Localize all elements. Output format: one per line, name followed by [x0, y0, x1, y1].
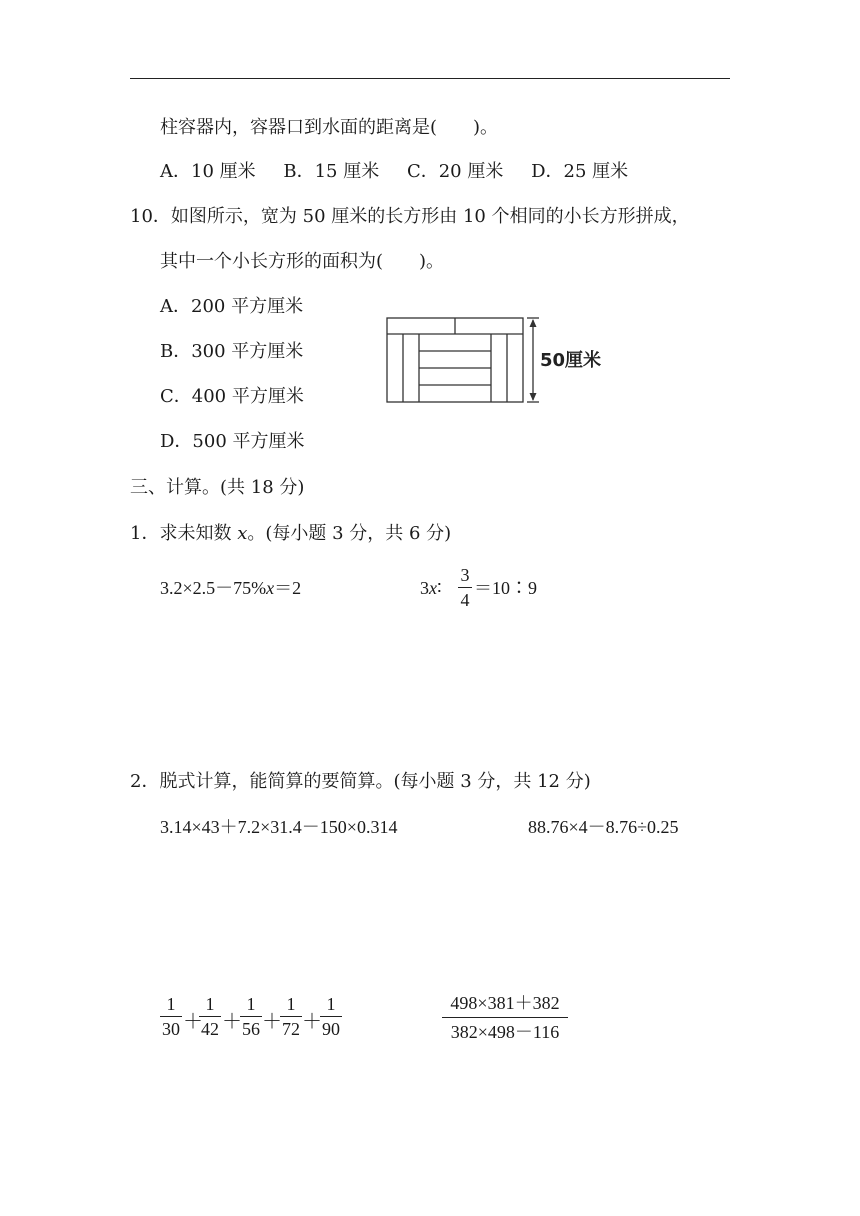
eq2-coefficient: 3 [420, 578, 429, 598]
equation-2-left [420, 576, 442, 600]
expr4-fraction [442, 990, 568, 1045]
expr3-fraction-4 [280, 993, 302, 1040]
expr3-fraction-2 [199, 993, 221, 1040]
q9-text: 柱容器内，容器口到水面的距离是( )。 [160, 117, 499, 138]
section3-part2-heading: 2．脱式计算，能简算的要简算。(每小题 3 分，共 12 分) [130, 771, 591, 792]
eq2-variable: x [429, 578, 437, 598]
expr3-num-1: 1 [166, 994, 176, 1014]
eq2-right: ＝10∶9 [474, 578, 537, 598]
q10-option-c: C．400 平方厘米 [160, 386, 304, 407]
q9-options [160, 160, 628, 184]
q10-line1: 10．如图所示，宽为 50 厘米的长方形由 10 个相同的小长方形拼成， [130, 206, 690, 227]
expr3-num-4: 1 [286, 994, 296, 1014]
eq2-colon: ∶ [437, 578, 442, 598]
q10-option-a: A．200 平方厘米 [160, 296, 304, 317]
q9-option-d: D．25 厘米 [531, 161, 629, 182]
expr3-num-2: 1 [205, 994, 215, 1014]
eq2-denominator: 4 [460, 590, 470, 610]
expression-1: 3.14×43＋7.2×31.4－150×0.314 [160, 817, 398, 837]
equation-1 [160, 576, 301, 600]
q10-option-d: D．500 平方厘米 [160, 431, 305, 452]
part1-variable: x [237, 523, 248, 544]
expr4-numerator: 498×381＋382 [450, 993, 560, 1013]
expr3-num-3: 1 [246, 994, 256, 1014]
q10-option-b: B．300 平方厘米 [160, 341, 304, 362]
section3-title: 三、计算。(共 18 分) [130, 477, 305, 498]
expr3-den-5: 90 [322, 1019, 340, 1039]
expr3-den-3: 56 [242, 1019, 260, 1039]
expr3-plus-3: ＋ [262, 1009, 282, 1033]
eq1-variable: x [266, 578, 275, 598]
eq2-fraction [458, 564, 472, 611]
expression-2: 88.76×4－8.76÷0.25 [528, 817, 679, 837]
part1-suffix: 。(每小题 3 分，共 6 分) [247, 523, 452, 544]
q9-option-a: A．10 厘米 [160, 161, 256, 182]
expr3-plus-1: ＋ [183, 1009, 203, 1033]
expr3-den-4: 72 [282, 1019, 300, 1039]
q9-option-b: B．15 厘米 [283, 161, 380, 182]
rectangle-figure [380, 312, 620, 408]
eq1-right: ＝2 [274, 578, 302, 598]
eq1-left: 3.2×2.5－75% [160, 578, 267, 598]
expr3-num-5: 1 [326, 994, 336, 1014]
header-rule [130, 78, 730, 79]
expr4-denominator: 382×498－116 [450, 1022, 560, 1042]
part1-prefix: 1．求未知数 [130, 523, 238, 544]
eq2-numerator: 3 [460, 565, 470, 585]
expr3-den-1: 30 [162, 1019, 180, 1039]
expr3-fraction-1 [160, 993, 182, 1040]
expr3-fraction-5 [320, 993, 342, 1040]
figure-dimension-label: 50厘米 [540, 350, 602, 371]
expr3-fraction-3 [240, 993, 262, 1040]
expr3-den-2: 42 [201, 1019, 219, 1039]
expr3-plus-2: ＋ [222, 1009, 242, 1033]
expr3-plus-4: ＋ [302, 1009, 322, 1033]
q10-line2: 其中一个小长方形的面积为( )。 [160, 251, 445, 272]
q9-option-c: C．20 厘米 [406, 161, 504, 182]
section3-part1-heading [130, 522, 451, 546]
